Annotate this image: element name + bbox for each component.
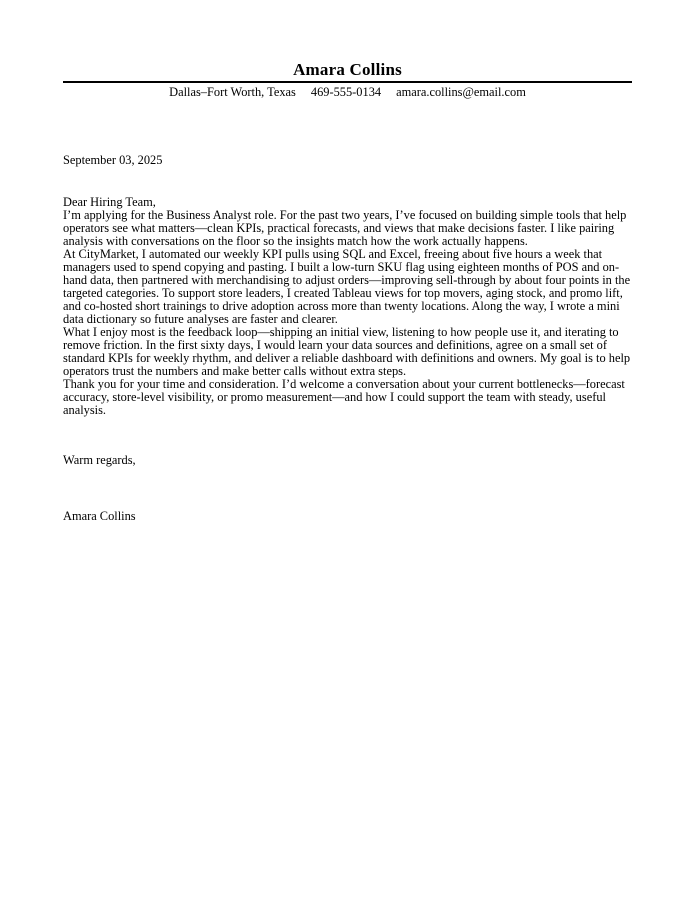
contact-location: Dallas–Fort Worth, Texas (169, 85, 296, 99)
contact-phone: 469-555-0134 (310, 85, 382, 99)
contact-line (63, 86, 632, 99)
signature-name: Amara Collins (63, 509, 136, 523)
letterhead (63, 60, 632, 99)
closing: Warm regards, (63, 453, 136, 467)
body-paragraph: Thank you for your time and consideration. I’d welcome a conversation about your current bottlenecks—forecast accuracy, store-level visibility, or promo measurement—and how I could support the team with steady, useful analysis. (63, 377, 625, 417)
letter-date: September 03, 2025 (63, 153, 163, 167)
applicant-name: Amara Collins (293, 60, 402, 79)
letterhead-divider (63, 81, 632, 83)
contact-email: amara.collins@email.com (396, 85, 526, 99)
body-paragraph: At CityMarket, I automated our weekly KPI pulls using SQL and Excel, freeing about five hours a week that managers used to spend copying and pasting. I built a low-turn SKU flag using eighteen months of POS and on-hand data, then partnered with merchandising to adjust orders—improving sell-through by about four points in the targeted categories. To support store leaders, I created Tableau views for top movers, aging stock, and promo lift, and co-hosted short trainings to drive adoption across more than twenty locations. Along the way, I wrote a mini data dictionary so future analyses are faster and clearer. (63, 247, 631, 326)
body-paragraph: What I enjoy most is the feedback loop—shipping an initial view, listening to how people use it, and iterating to remove friction. In the first sixty days, I would learn your data sources and definitions, agree on a small set of standard KPIs for weekly rhythm, and deliver a reliable dashboard with definitions and owners. My goal is to help operators trust the numbers and make better calls without extra steps. (63, 325, 631, 378)
body-paragraph: I’m applying for the Business Analyst role. For the past two years, I’ve focused on building simple tools that help operators see what matters—clean KPIs, practical forecasts, and views that make decisions faster. I like pairing analysis with conversations on the floor so the insights match how the work actually happens. (63, 208, 627, 248)
salutation: Dear Hiring Team, (63, 195, 156, 209)
